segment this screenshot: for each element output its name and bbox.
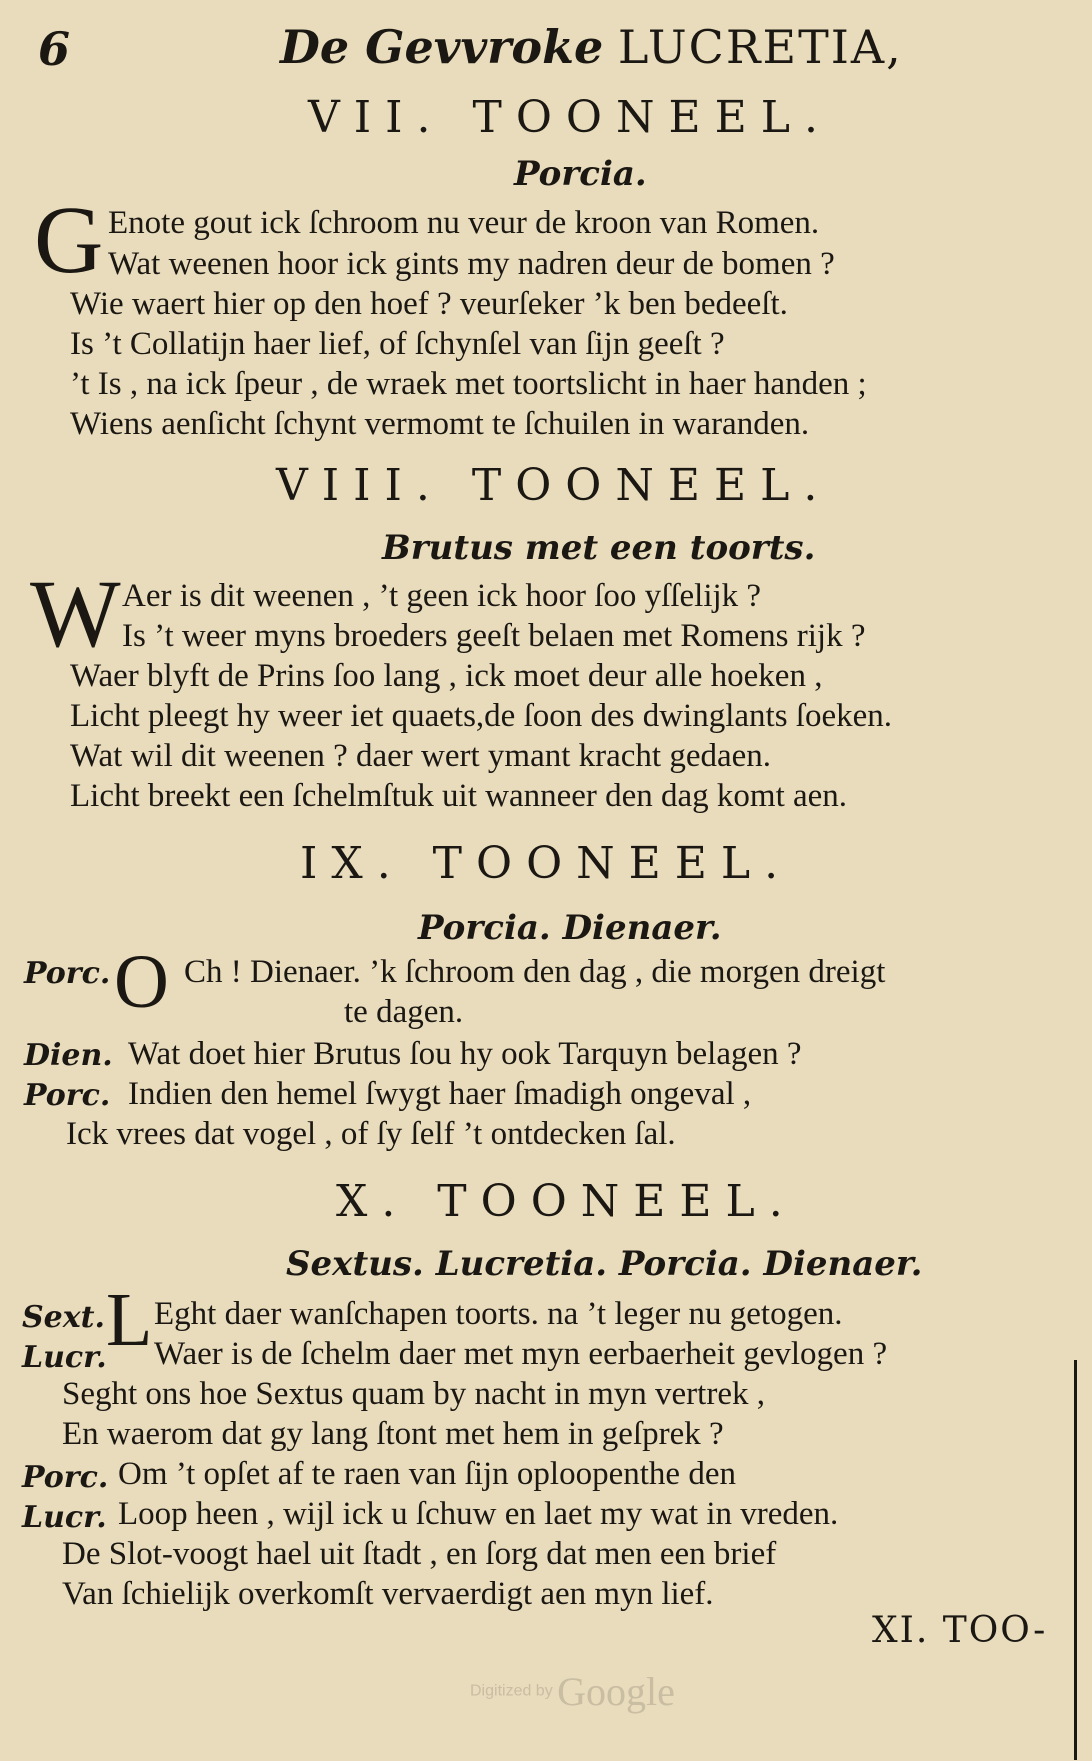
verse-line: Licht pleegt hy weer iet quaets,de ſoon des dwinglants ſoeken. [70,698,893,734]
page-number: 6 [38,22,71,76]
scene-speakers-10: Sextus. Lucretia. Porcia. Dienaer. [286,1244,923,1284]
verse-line: Van ſchielijk overkomſt vervaerdigt aen myn lief. [62,1576,714,1612]
verse-line: Ch ! Dienaer. ’k ſchroom den dag , die morgen dreigt [184,954,886,990]
verse-line: Ick vrees dat vogel , of ſy ſelf ’t ontdecken ſal. [66,1116,676,1152]
verse-line: Wat doet hier Brutus ſou hy ook Tarquyn belagen ? [128,1036,802,1072]
verse-line: Is ’t Collatijn haer lief, of ſchynſel van ſijn geeſt ? [70,326,725,362]
watermark-brand: Google [557,1669,675,1714]
scene-heading-10: X. TOONEEL. [336,1176,797,1227]
scene-heading-7: VII. TOONEEL. [308,92,832,143]
running-title [280,20,903,74]
scene-heading-8: VIII. TOONEEL. [276,460,832,511]
verse-line: ’t Is , na ick ſpeur , de wraek met toortslicht in haer handen ; [70,366,867,402]
speaker-label: Lucr. [22,1500,107,1535]
verse-line: Enote gout ick ſchroom nu veur de kroon van Romen. [108,205,820,241]
verse-line: te dagen. [344,994,464,1030]
catchword: XI. TOO- [872,1610,1048,1651]
speaker-label: Dien. [24,1038,113,1073]
scene-heading-9: IX. TOONEEL. [300,838,793,889]
running-title-caps: LUCRETIA, [617,20,903,74]
speaker-label: Porc. [24,1078,111,1113]
watermark-prefix: Digitized by [470,1682,553,1700]
verse-line: Waer blyft de Prins ſoo lang , ick moet deur alle hoeken , [70,658,823,694]
drop-cap-8: W [30,560,121,667]
drop-cap-10: L [106,1278,153,1362]
verse-line: Wat weenen hoor ick gints my nadren deur de bomen ? [108,246,835,282]
verse-line: Aer is dit weenen , ’t geen ick hoor ſoo yſſelijk ? [122,578,762,614]
verse-line: Seght ons hoe Sextus quam by nacht in myn vertrek , [62,1376,765,1412]
speaker-label: Porc. [22,1460,109,1495]
verse-line: Eght daer wanſchapen toorts. na ’t leger nu getogen. [154,1296,843,1332]
verse-line: Wiens aenſicht ſchynt vermomt te ſchuilen in waranden. [70,406,810,442]
scene-speakers-8: Brutus met een toorts. [382,528,816,568]
verse-line: Is ’t weer myns broeders geeſt belaen met Romens rijk ? [122,618,866,654]
speaker-label: Sext. [22,1300,105,1335]
verse-line: Om ’t opſet af te raen van ſijn oploopenthe den [118,1456,736,1492]
verse-line: Waer is de ſchelm daer met myn eerbaerheit gevlogen ? [154,1336,888,1372]
verse-line: De Slot-voogt hael uit ſtadt , en ſorg dat men een brief [62,1536,777,1572]
verse-line: Licht breekt een ſchelmſtuk uit wanneer den dag komt aen. [70,778,848,814]
scene-speakers-7: Porcia. [514,154,647,194]
margin-rule [1074,1360,1077,1760]
digitized-watermark [470,1668,675,1715]
scene-speakers-9: Porcia. Dienaer. [418,908,722,948]
speaker-label: Lucr. [22,1340,107,1375]
verse-line: Wat wil dit weenen ? daer wert ymant kracht gedaen. [70,738,772,774]
verse-line: Loop heen , wijl ick u ſchuw en laet my wat in vreden. [118,1496,839,1532]
drop-cap-9: O [114,940,169,1024]
speaker-label: Porc. [24,956,111,991]
verse-line: Wie waert hier op den hoef ? veurſeker ’k ben bedeeſt. [70,286,788,322]
drop-cap-7: G [34,186,104,293]
verse-line: En waerom dat gy lang ſtont met hem in geſprek ? [62,1416,724,1452]
running-title-italic: De Gevvroke [280,20,604,74]
verse-line: Indien den hemel ſwygt haer ſmadigh ongeval , [128,1076,752,1112]
